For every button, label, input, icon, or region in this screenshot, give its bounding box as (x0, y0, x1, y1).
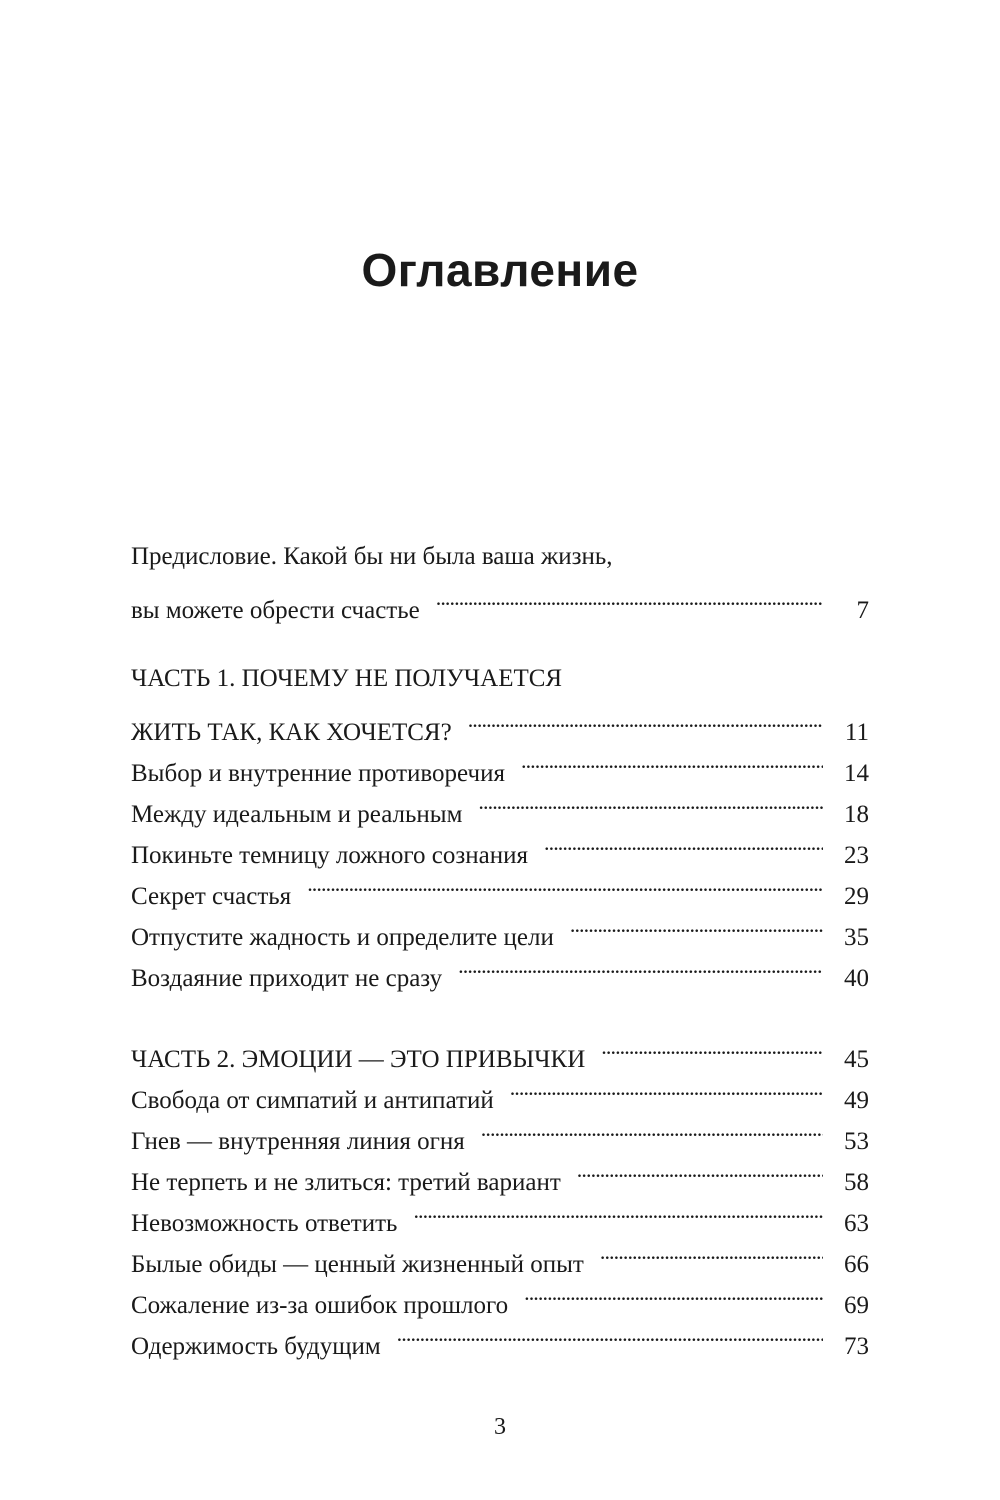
page-ref: 11 (844, 719, 869, 746)
dot-leader (458, 945, 823, 986)
chapter-title: Не терпеть и не злиться: третий вариант (131, 1169, 561, 1196)
chapter-title: Невозможность ответить (131, 1210, 398, 1237)
dot-leader (468, 699, 823, 740)
chapter-title: Воздаяние приходит не сразу (131, 965, 443, 992)
page-ref: 29 (844, 883, 869, 910)
dot-leader (544, 822, 823, 863)
page-number: 3 (494, 1414, 506, 1440)
chapter-title: Между идеальным и реальным (131, 801, 463, 828)
chapter-title: Отпустите жадность и определите цели (131, 924, 554, 951)
page-ref: 63 (844, 1210, 869, 1237)
page-ref: 69 (844, 1292, 869, 1319)
page-ref: 14 (844, 760, 869, 787)
dot-leader (524, 1272, 823, 1313)
dot-leader (570, 904, 823, 945)
page-title: Оглавление (361, 244, 639, 296)
preface-title-line-2: вы можете обрести счастье (131, 597, 420, 624)
chapter-title: Покиньте темницу ложного сознания (131, 842, 528, 869)
toc-entry-part2[interactable] (131, 1026, 869, 1073)
table-of-contents (131, 536, 869, 1360)
toc-entry-part1[interactable] (131, 699, 869, 746)
page-ref: 49 (844, 1087, 869, 1114)
dot-leader (481, 1108, 823, 1149)
dot-leader (478, 781, 823, 822)
dot-leader (600, 1231, 823, 1272)
dot-leader (577, 1149, 823, 1190)
part2-heading: ЧАСТЬ 2. ЭМОЦИИ — ЭТО ПРИВЫЧКИ (131, 1046, 586, 1073)
part1-heading-line-1: ЧАСТЬ 1. ПОЧЕМУ НЕ ПОЛУЧАЕТСЯ (131, 665, 563, 692)
dot-leader (413, 1190, 823, 1231)
preface-title-line-1: Предисловие. Какой бы ни была ваша жизнь, (131, 543, 613, 570)
page-ref: 66 (844, 1251, 869, 1278)
toc-entry-preface[interactable] (131, 577, 869, 624)
chapter-title: Сожаление из-за ошибок прошлого (131, 1292, 509, 1319)
chapter-title: Секрет счастья (131, 883, 292, 910)
chapter-title: Былые обиды — ценный жизненный опыт (131, 1251, 584, 1278)
page-ref: 35 (844, 924, 869, 951)
dot-leader (397, 1313, 823, 1354)
page-ref: 45 (844, 1046, 869, 1073)
page-ref: 58 (844, 1169, 869, 1196)
chapter-title: Выбор и внутренние противоречия (131, 760, 505, 787)
dot-leader (436, 577, 823, 618)
chapter-title: Гнев — внутренняя линия огня (131, 1128, 465, 1155)
chapter-title: Свобода от симпатий и антипатий (131, 1087, 494, 1114)
dot-leader (521, 740, 823, 781)
chapter-title: Одержимость будущим (131, 1333, 381, 1360)
page-ref: 23 (844, 842, 869, 869)
dot-leader (510, 1067, 823, 1108)
dot-leader (307, 863, 823, 904)
page-ref: 40 (844, 965, 869, 992)
page-ref: 7 (856, 597, 869, 624)
page-ref: 53 (844, 1128, 869, 1155)
page-ref: 18 (844, 801, 869, 828)
dot-leader (601, 1026, 823, 1067)
page-ref: 73 (844, 1333, 869, 1360)
part1-heading-line-2: ЖИТЬ ТАК, КАК ХОЧЕТСЯ? (131, 719, 452, 746)
